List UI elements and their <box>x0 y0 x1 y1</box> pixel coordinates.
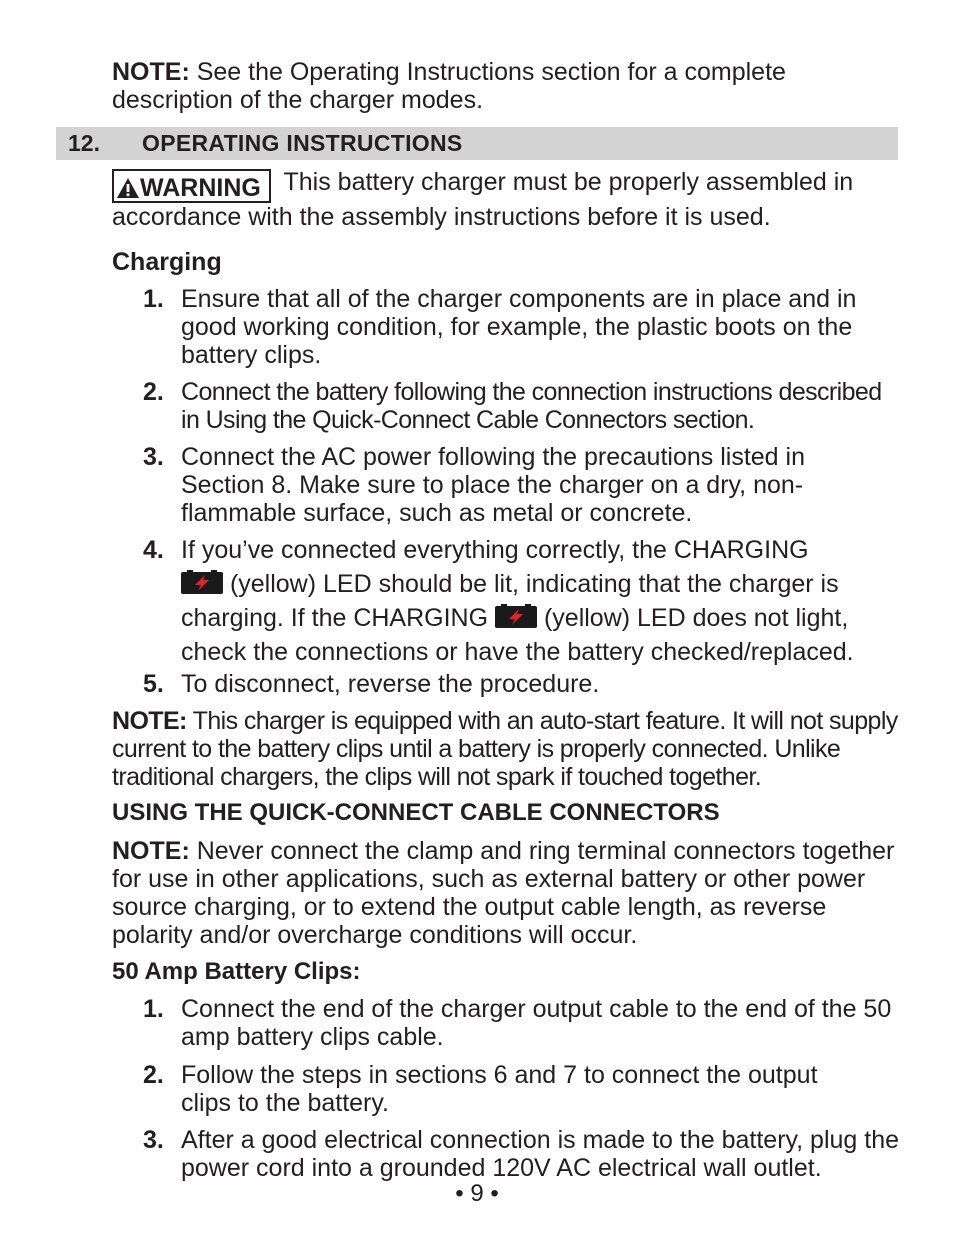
item-number: 2. <box>143 378 164 406</box>
item-number: 2. <box>143 1061 164 1089</box>
warning-triangle-icon <box>116 177 140 199</box>
note-text: See the Operating Instructions section for a complete description of the charger modes. <box>112 58 786 114</box>
item-text <box>181 533 903 669</box>
item-text: Connect the battery following the connection instructions described in Using the Quick-Connect Cable Connectors section. <box>181 378 882 434</box>
note-text: Never connect the clamp and ring terminal connectors together for use in other applications, such as external battery or other power source charging, or to extend the output cable length, as reverse polarity and/or overcharge conditions will occur. <box>112 837 895 949</box>
note-text: This charger is equipped with an auto-start feature. It will not supply current to the battery clips until a battery is properly connected. Unlike traditional chargers, the clips will not spark if touched together. <box>112 707 898 791</box>
item-text-part: (yellow) LED does not light, check the connections or have the battery checked/replaced. <box>181 604 854 666</box>
section-title: OPERATING INSTRUCTIONS <box>142 130 463 156</box>
charging-battery-led-icon <box>495 604 537 628</box>
item-text: After a good electrical connection is made to the battery, plug the power cord into a grounded 120V AC electrical wall outlet. <box>181 1126 900 1182</box>
warning-text: This battery charger must be properly assembled in accordance with the assembly instructions before it is used. <box>112 168 854 231</box>
section-number: 12. <box>68 130 100 156</box>
note-label: NOTE: <box>112 707 187 735</box>
item-number: 1. <box>143 285 164 313</box>
quick-connect-heading: USING THE QUICK-CONNECT CABLE CONNECTORS <box>112 799 720 826</box>
item-number: 1. <box>143 995 164 1023</box>
item-text: Follow the steps in sections 6 and 7 to connect the output clips to the battery. <box>181 1061 818 1117</box>
item-text-part: If you’ve connected everything correctly, the CHARGING <box>181 536 809 564</box>
item-number: 3. <box>143 1126 164 1154</box>
charging-heading: Charging <box>112 248 222 276</box>
item-text: To disconnect, reverse the procedure. <box>181 670 600 698</box>
warning-badge-text: WARNING <box>140 174 261 202</box>
quick-connect-note <box>112 837 902 949</box>
note-label: NOTE: <box>112 58 190 86</box>
item-text: Ensure that all of the charger components are in place and in good working condition, for example, the plastic boots on the battery clips. <box>181 285 857 369</box>
item-number: 3. <box>143 443 164 471</box>
clips-heading: 50 Amp Battery Clips: <box>112 958 361 985</box>
section-header <box>56 127 898 160</box>
charging-battery-led-icon <box>181 570 223 594</box>
warning-paragraph <box>112 168 902 231</box>
page-number: • 9 • <box>455 1180 499 1207</box>
note-label: NOTE: <box>112 837 190 865</box>
autostart-note <box>112 707 912 791</box>
top-note <box>112 58 902 114</box>
warning-badge <box>112 169 271 203</box>
item-text: Connect the AC power following the precautions listed in Section 8. Make sure to place the charger on a dry, non-flammable surface, such as metal or concrete. <box>181 443 805 527</box>
item-text: Connect the end of the charger output cable to the end of the 50 amp battery clips cable. <box>181 995 892 1051</box>
item-number: 5. <box>143 670 164 698</box>
item-number: 4. <box>143 536 164 564</box>
item-text-part: (yellow) LED should be lit, indicating that the charger is charging. If the CHARGING <box>181 570 839 632</box>
